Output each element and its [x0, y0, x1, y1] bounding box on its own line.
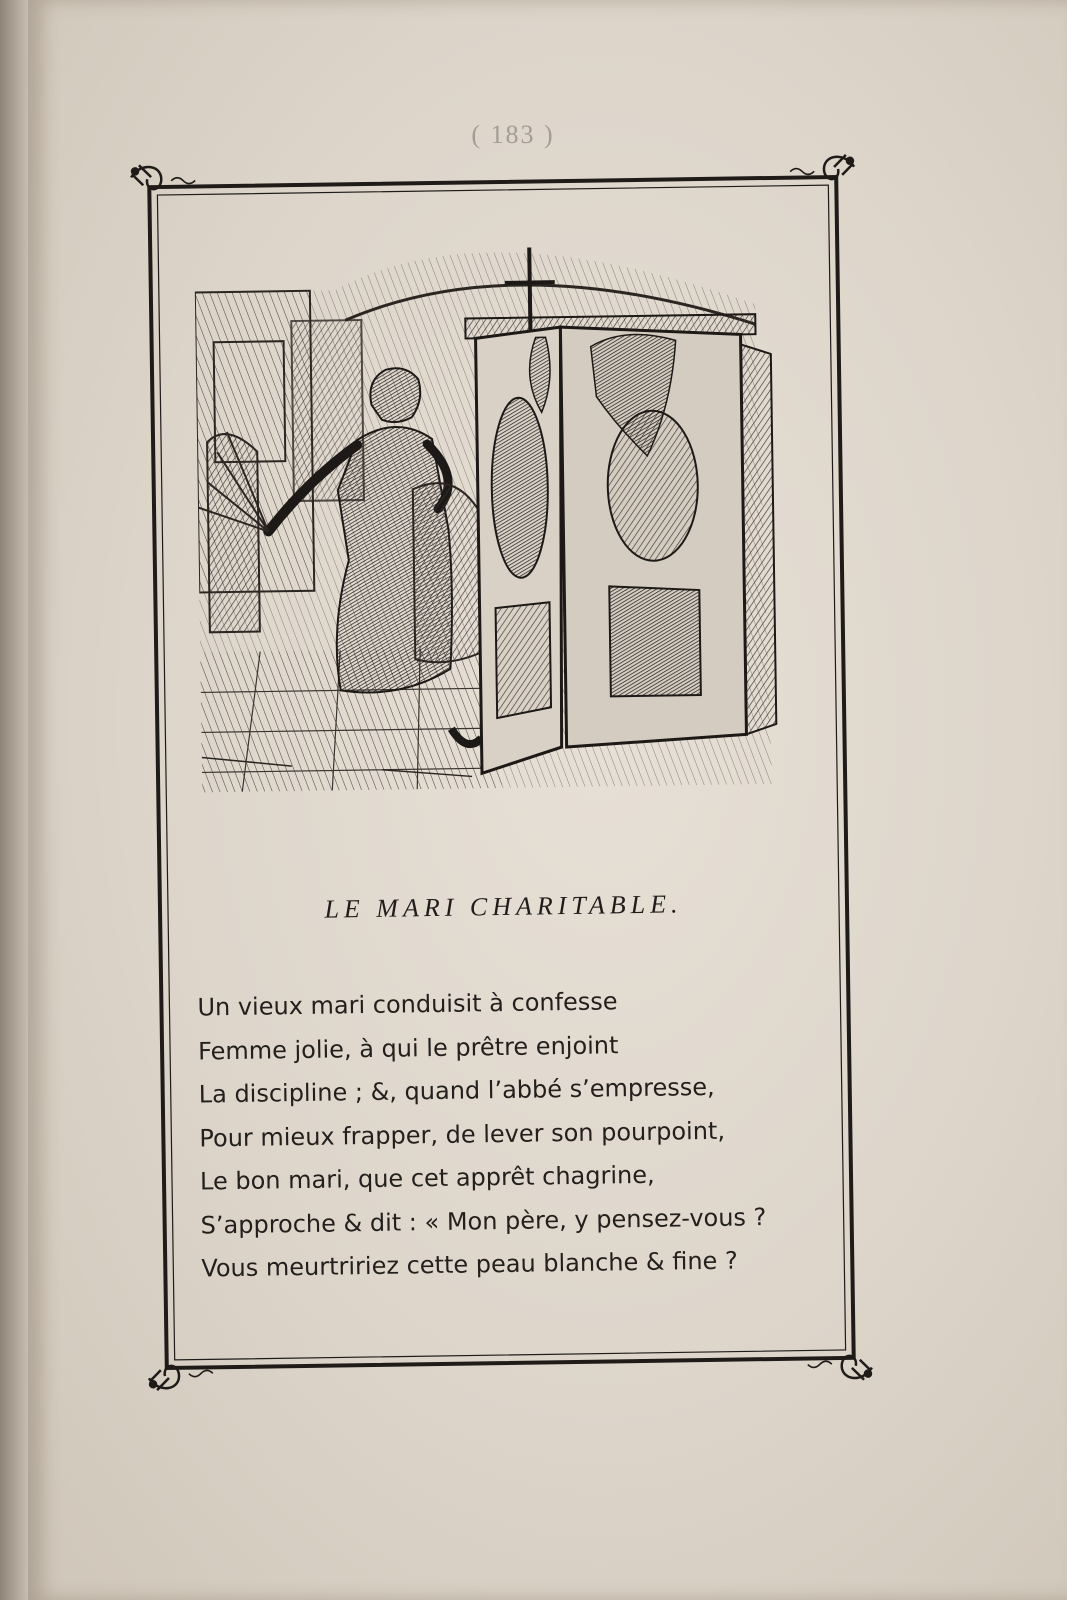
poem-line: Femme jolie, à qui le prêtre enjoint — [197, 1030, 619, 1066]
poem-line: Pour mieux frapper, de lever son pourpoint, — [199, 1116, 726, 1153]
poem-line: S’approche & dit : « Mon père, y pensez-vous ? — [200, 1202, 767, 1240]
poem-line: Un vieux mari conduisit à confesse — [197, 987, 618, 1022]
poem-line: Vous meurtririez cette peau blanche & fine ? — [201, 1246, 738, 1283]
poem-title: LE MARI CHARITABLE. — [324, 889, 683, 924]
poem-body — [197, 977, 841, 1291]
page-number: ( 183 ) — [471, 120, 555, 149]
poem-line: Le bon mari, que cet apprêt chagrine, — [199, 1160, 655, 1196]
confessional-engraving — [194, 224, 782, 793]
poem-line: La discipline ; &, quand l’abbé s’empresse, — [198, 1072, 715, 1109]
book-spine — [0, 0, 30, 1600]
ornamental-frame — [141, 165, 862, 1380]
engraving-illustration — [194, 224, 782, 793]
